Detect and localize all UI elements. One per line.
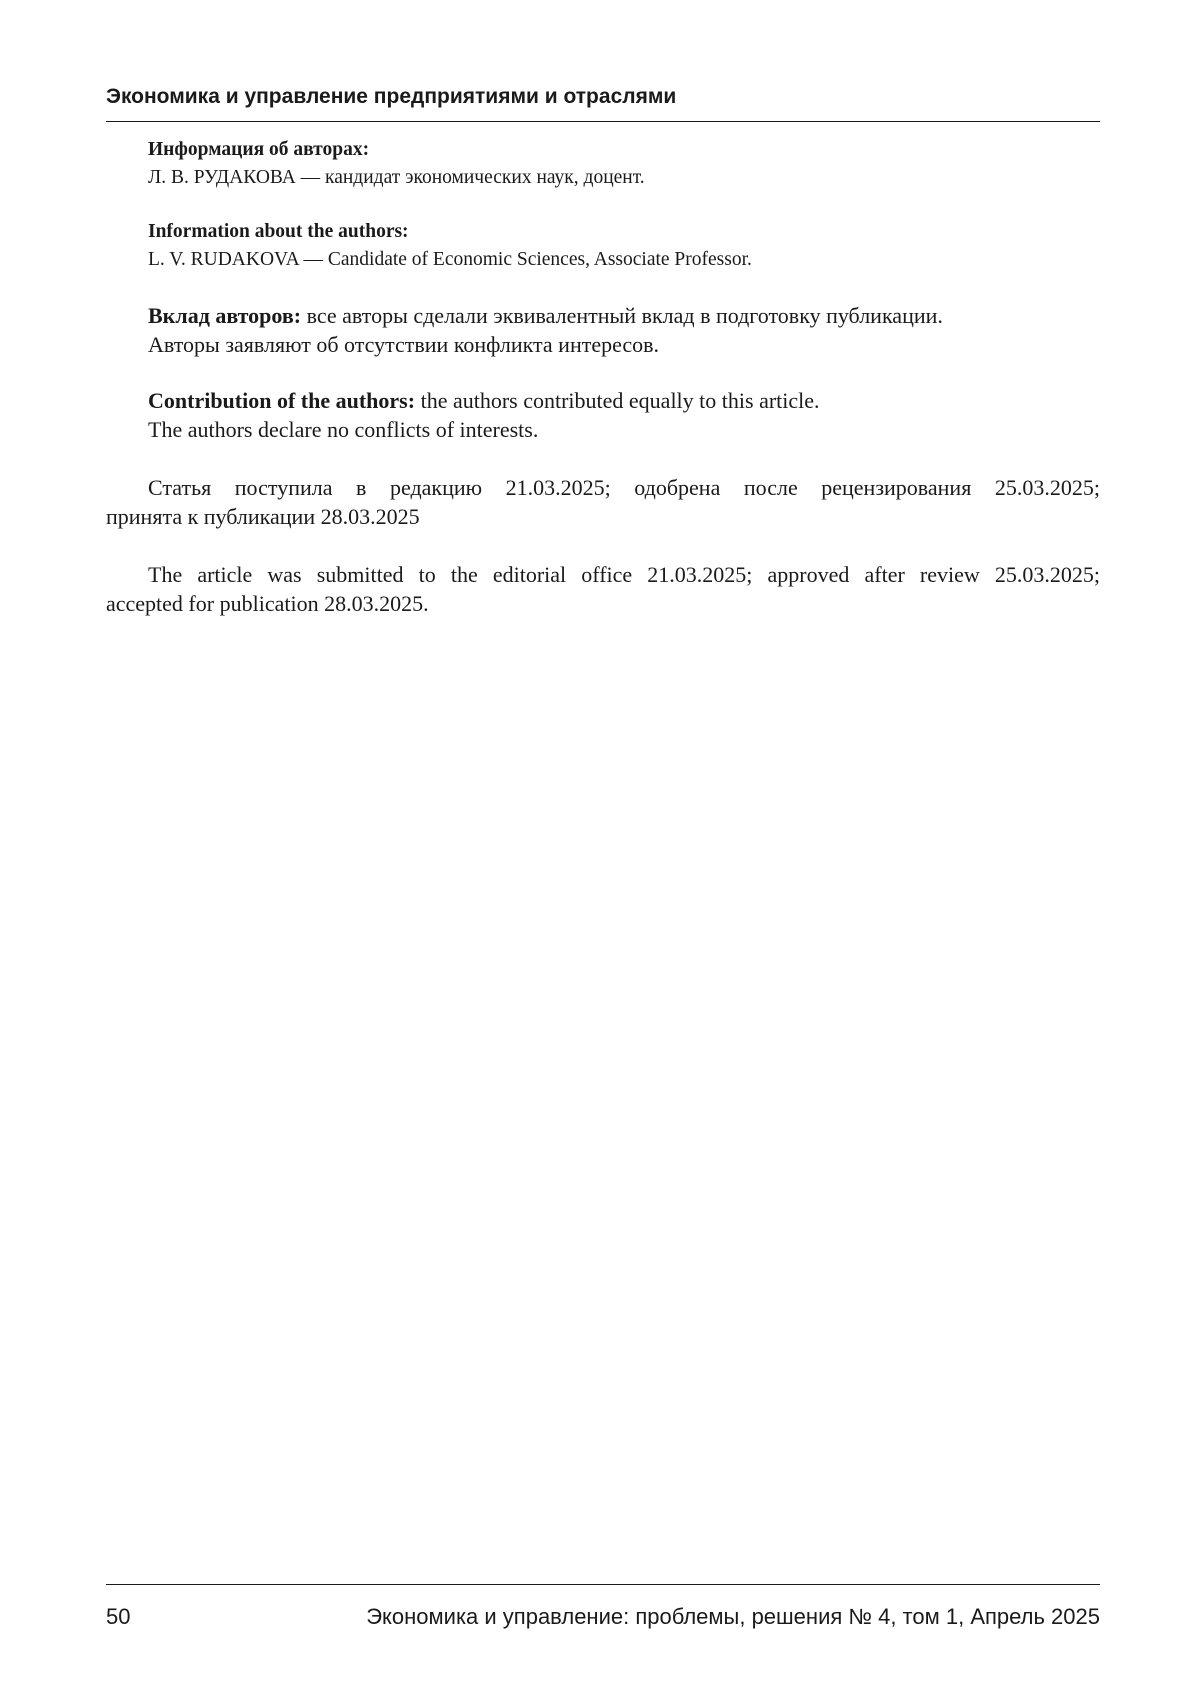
- contribution-ru: [106, 301, 1142, 359]
- contribution-ru-label: Вклад авторов:: [148, 303, 302, 328]
- contribution-en: [106, 386, 1142, 444]
- header-rule: [106, 121, 1100, 122]
- history-ru: [106, 473, 1100, 531]
- history-ru-line1: Статья поступила в редакцию 21.03.2025; одобрена после рецензирования 25.03.2025;: [148, 475, 1100, 500]
- contribution-en-label: Contribution of the authors:: [148, 388, 416, 413]
- authors-info-en: [106, 218, 1142, 274]
- contribution-en-line: [148, 386, 1142, 415]
- authors-info-ru: [106, 136, 1142, 192]
- history-en: [106, 560, 1100, 618]
- footer-journal-info: Экономика и управление: проблемы, решения № 4, том 1, Апрель 2025: [366, 1604, 1100, 1629]
- contribution-ru-text: все авторы сделали эквивалентный вклад в подготовку публикации.: [301, 303, 943, 328]
- footer-rule: [106, 1584, 1100, 1585]
- history-en-line1: The article was submitted to the editorial office 21.03.2025; approved after review 25.03.2025;: [148, 562, 1100, 587]
- contribution-en-text: the authors contributed equally to this article.: [415, 388, 820, 413]
- contribution-ru-conflict: Авторы заявляют об отсутствии конфликта интересов.: [148, 332, 660, 357]
- page-number: 50: [106, 1604, 131, 1629]
- authors-info-ru-heading: Информация об авторах:: [148, 139, 370, 160]
- authors-info-en-line: L. V. RUDAKOVA — Candidate of Economic Sciences, Associate Professor.: [148, 249, 752, 270]
- contribution-en-conflict: The authors declare no conflicts of interests.: [148, 417, 539, 442]
- authors-info-en-heading: Information about the authors:: [148, 221, 409, 242]
- contribution-ru-line: [148, 301, 1142, 330]
- history-ru-line2: принята к публикации 28.03.2025: [106, 504, 420, 529]
- running-header-title: Экономика и управление предприятиями и отраслями: [106, 85, 677, 108]
- authors-info-ru-line: Л. В. РУДАКОВА — кандидат экономических наук, доцент.: [148, 167, 645, 188]
- history-en-line2: accepted for publication 28.03.2025.: [106, 591, 429, 616]
